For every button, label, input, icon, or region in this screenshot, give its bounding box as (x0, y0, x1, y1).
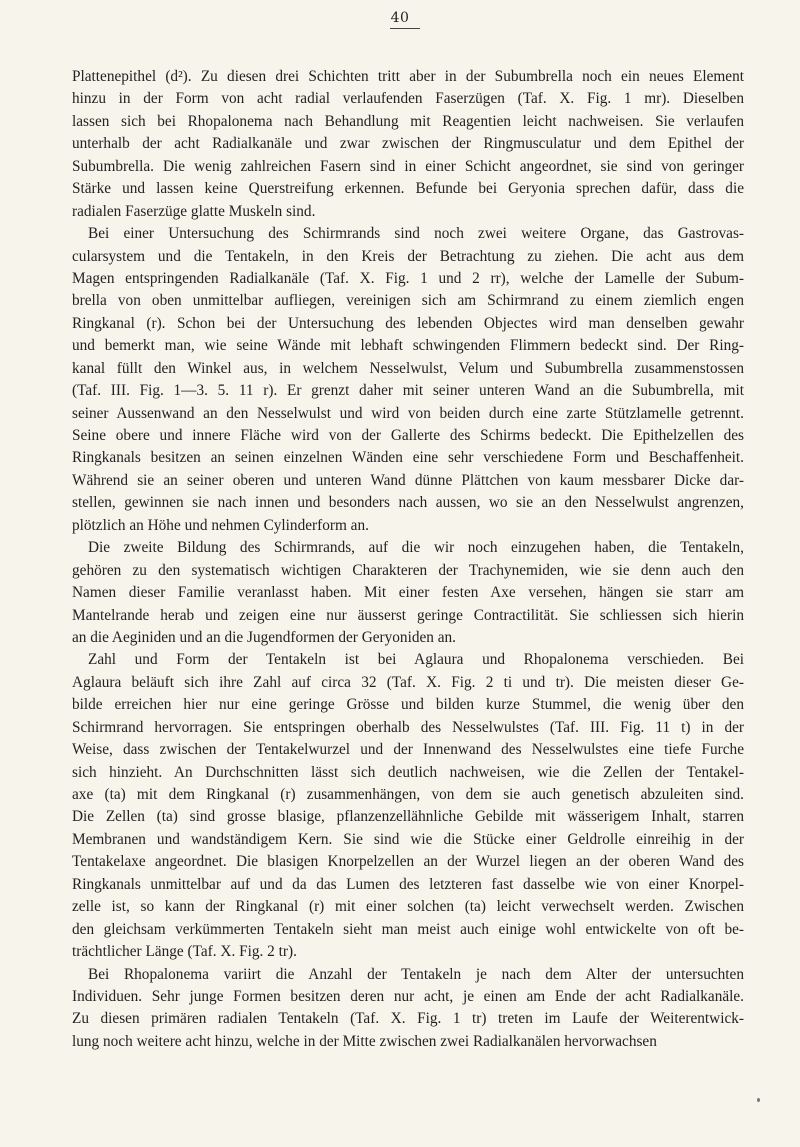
body-text (72, 66, 744, 1053)
text-line: zelle ist, so kann der Ringkanal (r) mit einer solchen (ta) leicht verwechselt werden. Zwischen (72, 898, 744, 916)
text-line: Membranen und wandständigem Kern. Sie sind wie die Stücke einer Geldrolle einreihig in der (72, 830, 744, 848)
text-line: hinzu in der Form von acht radial verlaufenden Faserzügen (Taf. X. Fig. 1 mr). Dieselben (72, 90, 744, 108)
text-line: Zu diesen primären radialen Tentakeln (Taf. X. Fig. 1 tr) treten im Laufe der Weiterentwick- (72, 1010, 744, 1028)
text-line: Mantelrande herab und zeigen eine nur äusserst geringe Contractilität. Sie schliessen sich hierin (72, 606, 744, 624)
text-line: plötzlich an Höhe und nehmen Cylinderform an. (72, 516, 369, 534)
text-line: seiner Aussenwand an den Nesselwulst und wird von beiden durch eine zarte Stützlamelle getrennt. (72, 404, 744, 422)
text-line: Plattenepithel (d²). Zu diesen drei Schichten tritt aber in der Subumbrella noch ein neues Element (72, 68, 744, 85)
text-line: Stärke und lassen keine Querstreifung erkennen. Befunde bei Geryonia sprechen dafür, dass die (72, 180, 744, 198)
text-line: gehören zu den systematisch wichtigen Charakteren der Trachynemiden, wie sie denn auch den (72, 561, 744, 579)
print-speck (757, 1098, 760, 1102)
text-line: Bei einer Untersuchung des Schirmrands sind noch zwei weitere Organe, das Gastrovas- (88, 225, 744, 243)
text-line: (Taf. III. Fig. 1—3. 5. 11 r). Er grenzt daher mit seiner unteren Wand an die Subumbrella, mit (72, 382, 744, 400)
page-number: 40 (390, 10, 410, 26)
text-line: und bemerkt man, wie seine Wände mit lebhaft schwingenden Flimmern bedeckt sind. Der Ring- (72, 337, 744, 355)
text-line: Weise, dass zwischen der Tentakelwurzel und der Innenwand des Nesselwulstes eine tiefe Furche (72, 741, 744, 759)
text-line: Schirmrand hervorragen. Sie entspringen oberhalb des Nesselwulstes (Taf. III. Fig. 11 t) in der (72, 718, 744, 736)
text-line: Die Zellen (ta) sind grosse blasige, pflanzenzellähnliche Gebilde mit wässerigem Inhalt, starren (72, 808, 744, 826)
text-line: Zahl und Form der Tentakeln ist bei Aglaura und Rhopalonema verschieden. Bei (88, 651, 744, 669)
text-line: lassen sich bei Rhopalonema nach Behandlung mit Reagentien leicht nachweisen. Sie verlaufen (72, 112, 744, 130)
text-line: Seine obere und innere Fläche wird von der Gallerte des Schirms bedeckt. Die Epithelzellen des (72, 427, 744, 444)
text-line: Magen entspringenden Radialkanäle (Taf. X. Fig. 1 und 2 rr), welche der Lamelle der Subum- (72, 269, 744, 287)
text-line: Bei Rhopalonema variirt die Anzahl der Tentakeln je nach dem Alter der untersuchten (88, 965, 744, 983)
text-line: cularsystem und die Tentakeln, in den Kreis der Betrachtung zu ziehen. Die acht aus dem (72, 247, 744, 265)
text-line: Aglaura beläuft sich ihre Zahl auf circa 32 (Taf. X. Fig. 2 ti und tr). Die meisten dieser Ge- (72, 673, 744, 691)
text-line: an die Aeginiden und an die Jugendformen der Geryoniden an. (72, 628, 457, 646)
text-line: kanal füllt den Winkel aus, in welchem Nesselwulst, Velum und Subumbrella zusammenstossen (72, 359, 744, 377)
text-line: Während sie an seiner oberen und unteren Wand dünne Plättchen von kaum messbarer Dicke dar- (72, 471, 744, 489)
text-line: Subumbrella. Die wenig zahlreichen Fasern sind in einer Schicht angeordnet, sie sind von geringer (72, 157, 744, 175)
text-line: radialen Faserzüge glatte Muskeln sind. (72, 202, 316, 220)
text-line: Namen dieser Familie veranlasst haben. Mit einer festen Axe versehen, hängen sie starr am (72, 584, 744, 602)
text-line: Ringkanals besitzen an seinen einzelnen Wänden eine sehr verschiedene Form und Beschaffenheit. (72, 449, 744, 467)
text-line: Die zweite Bildung des Schirmrands, auf die wir noch einzugehen haben, die Tentakeln, (88, 539, 744, 557)
text-line: Tentakelaxe angeordnet. Die blasigen Knorpelzellen an der Wurzel liegen an der oberen Wand des (72, 853, 744, 871)
text-line: lung noch weitere acht hinzu, welche in der Mitte zwischen zwei Radialkanälen hervorwachsen (72, 1032, 657, 1050)
text-line: brella von oben unmittelbar aufliegen, vereinigen sich am Schirmrand zu einem ziemlich engen (72, 292, 744, 310)
text-line: Ringkanals unmittelbar auf und da das Lumen des letzteren fast dasselbe wie von einer Knorpel- (72, 875, 744, 893)
text-line: den gleichsam verkümmerten Tentakeln sieht man meist auch einige wohl entwickelte von oft be- (72, 920, 744, 938)
text-line: trächtlicher Länge (Taf. X. Fig. 2 tr). (72, 943, 297, 961)
text-line: Ringkanal (r). Schon bei der Untersuchung des lebenden Objectes wird man denselben gewahr (72, 314, 744, 332)
text-line: axe (ta) mit dem Ringkanal (r) zusammenhängen, von dem sie auch genetisch abzuleiten sind. (72, 786, 744, 803)
text-line: Individuen. Sehr junge Formen besitzen deren nur acht, je einen am Ende der acht Radialkanäle. (72, 987, 744, 1005)
text-line: sich hinzieht. An Durchschnitten lässt sich deutlich nachweisen, wie die Zellen der Tentakel- (72, 763, 744, 781)
text-line: stellen, gewinnen sie nach innen und besonders nach aussen, wo sie an den Nesselwulst angrenzen, (72, 494, 744, 512)
text-line: unterhalb der acht Radialkanäle und zwar zwischen der Ringmusculatur und dem Epithel der (72, 135, 744, 153)
page-number-rule (390, 28, 420, 29)
text-line: bilde erreichen hier nur eine geringe Grösse und bilden kurze Stummel, die wenig über den (72, 696, 744, 714)
